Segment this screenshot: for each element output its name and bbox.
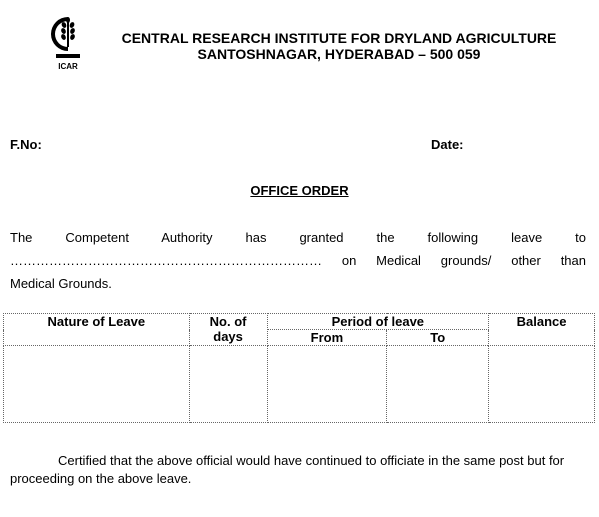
institute-name: CENTRAL RESEARCH INSTITUTE FOR DRYLAND AGRICULTURE <box>121 30 557 46</box>
col-header-balance: Balance <box>489 314 595 346</box>
word: the <box>376 230 395 245</box>
order-line-1 <box>10 226 586 249</box>
order-paragraph <box>10 226 586 295</box>
col-header-days-line2: days <box>213 329 243 344</box>
logo-text: ICAR <box>58 62 78 71</box>
col-header-to: To <box>387 330 489 346</box>
order-line-3: Medical Grounds. <box>10 276 112 291</box>
col-header-days-line1: No. of <box>209 314 247 329</box>
word: The <box>10 230 33 245</box>
cell-from[interactable] <box>267 346 387 423</box>
col-header-period: Period of leave <box>267 314 489 330</box>
cell-balance[interactable] <box>489 346 595 423</box>
order-line-2: ……………………………………………………………… on Medical grounds/ other than <box>10 253 586 268</box>
institute-address: SANTOSHNAGAR, HYDERABAD – 500 059 <box>197 46 481 62</box>
office-order-title: OFFICE ORDER <box>250 183 349 198</box>
word: granted <box>299 230 344 245</box>
word: Authority <box>161 230 213 245</box>
col-header-from: From <box>267 330 387 346</box>
word: has <box>245 230 267 245</box>
cell-days[interactable] <box>189 346 267 423</box>
word: to <box>575 230 586 245</box>
icar-logo <box>48 14 88 72</box>
institute-heading <box>96 30 582 62</box>
cell-nature[interactable] <box>4 346 190 423</box>
certification-line-2: proceeding on the above leave. <box>10 471 192 486</box>
date-label: Date: <box>431 137 464 152</box>
word: following <box>427 230 479 245</box>
word: leave <box>511 230 543 245</box>
file-number-label: F.No: <box>10 137 42 152</box>
table-header-row <box>4 314 595 330</box>
leave-table <box>3 313 595 423</box>
cell-to[interactable] <box>387 346 489 423</box>
word: Competent <box>65 230 129 245</box>
table-row <box>4 346 595 423</box>
certification-line-1: Certified that the above official would have continued to officiate in the same post but for <box>58 453 565 468</box>
col-header-days <box>189 314 267 346</box>
certification-paragraph <box>10 452 586 488</box>
col-header-nature: Nature of Leave <box>4 314 190 346</box>
